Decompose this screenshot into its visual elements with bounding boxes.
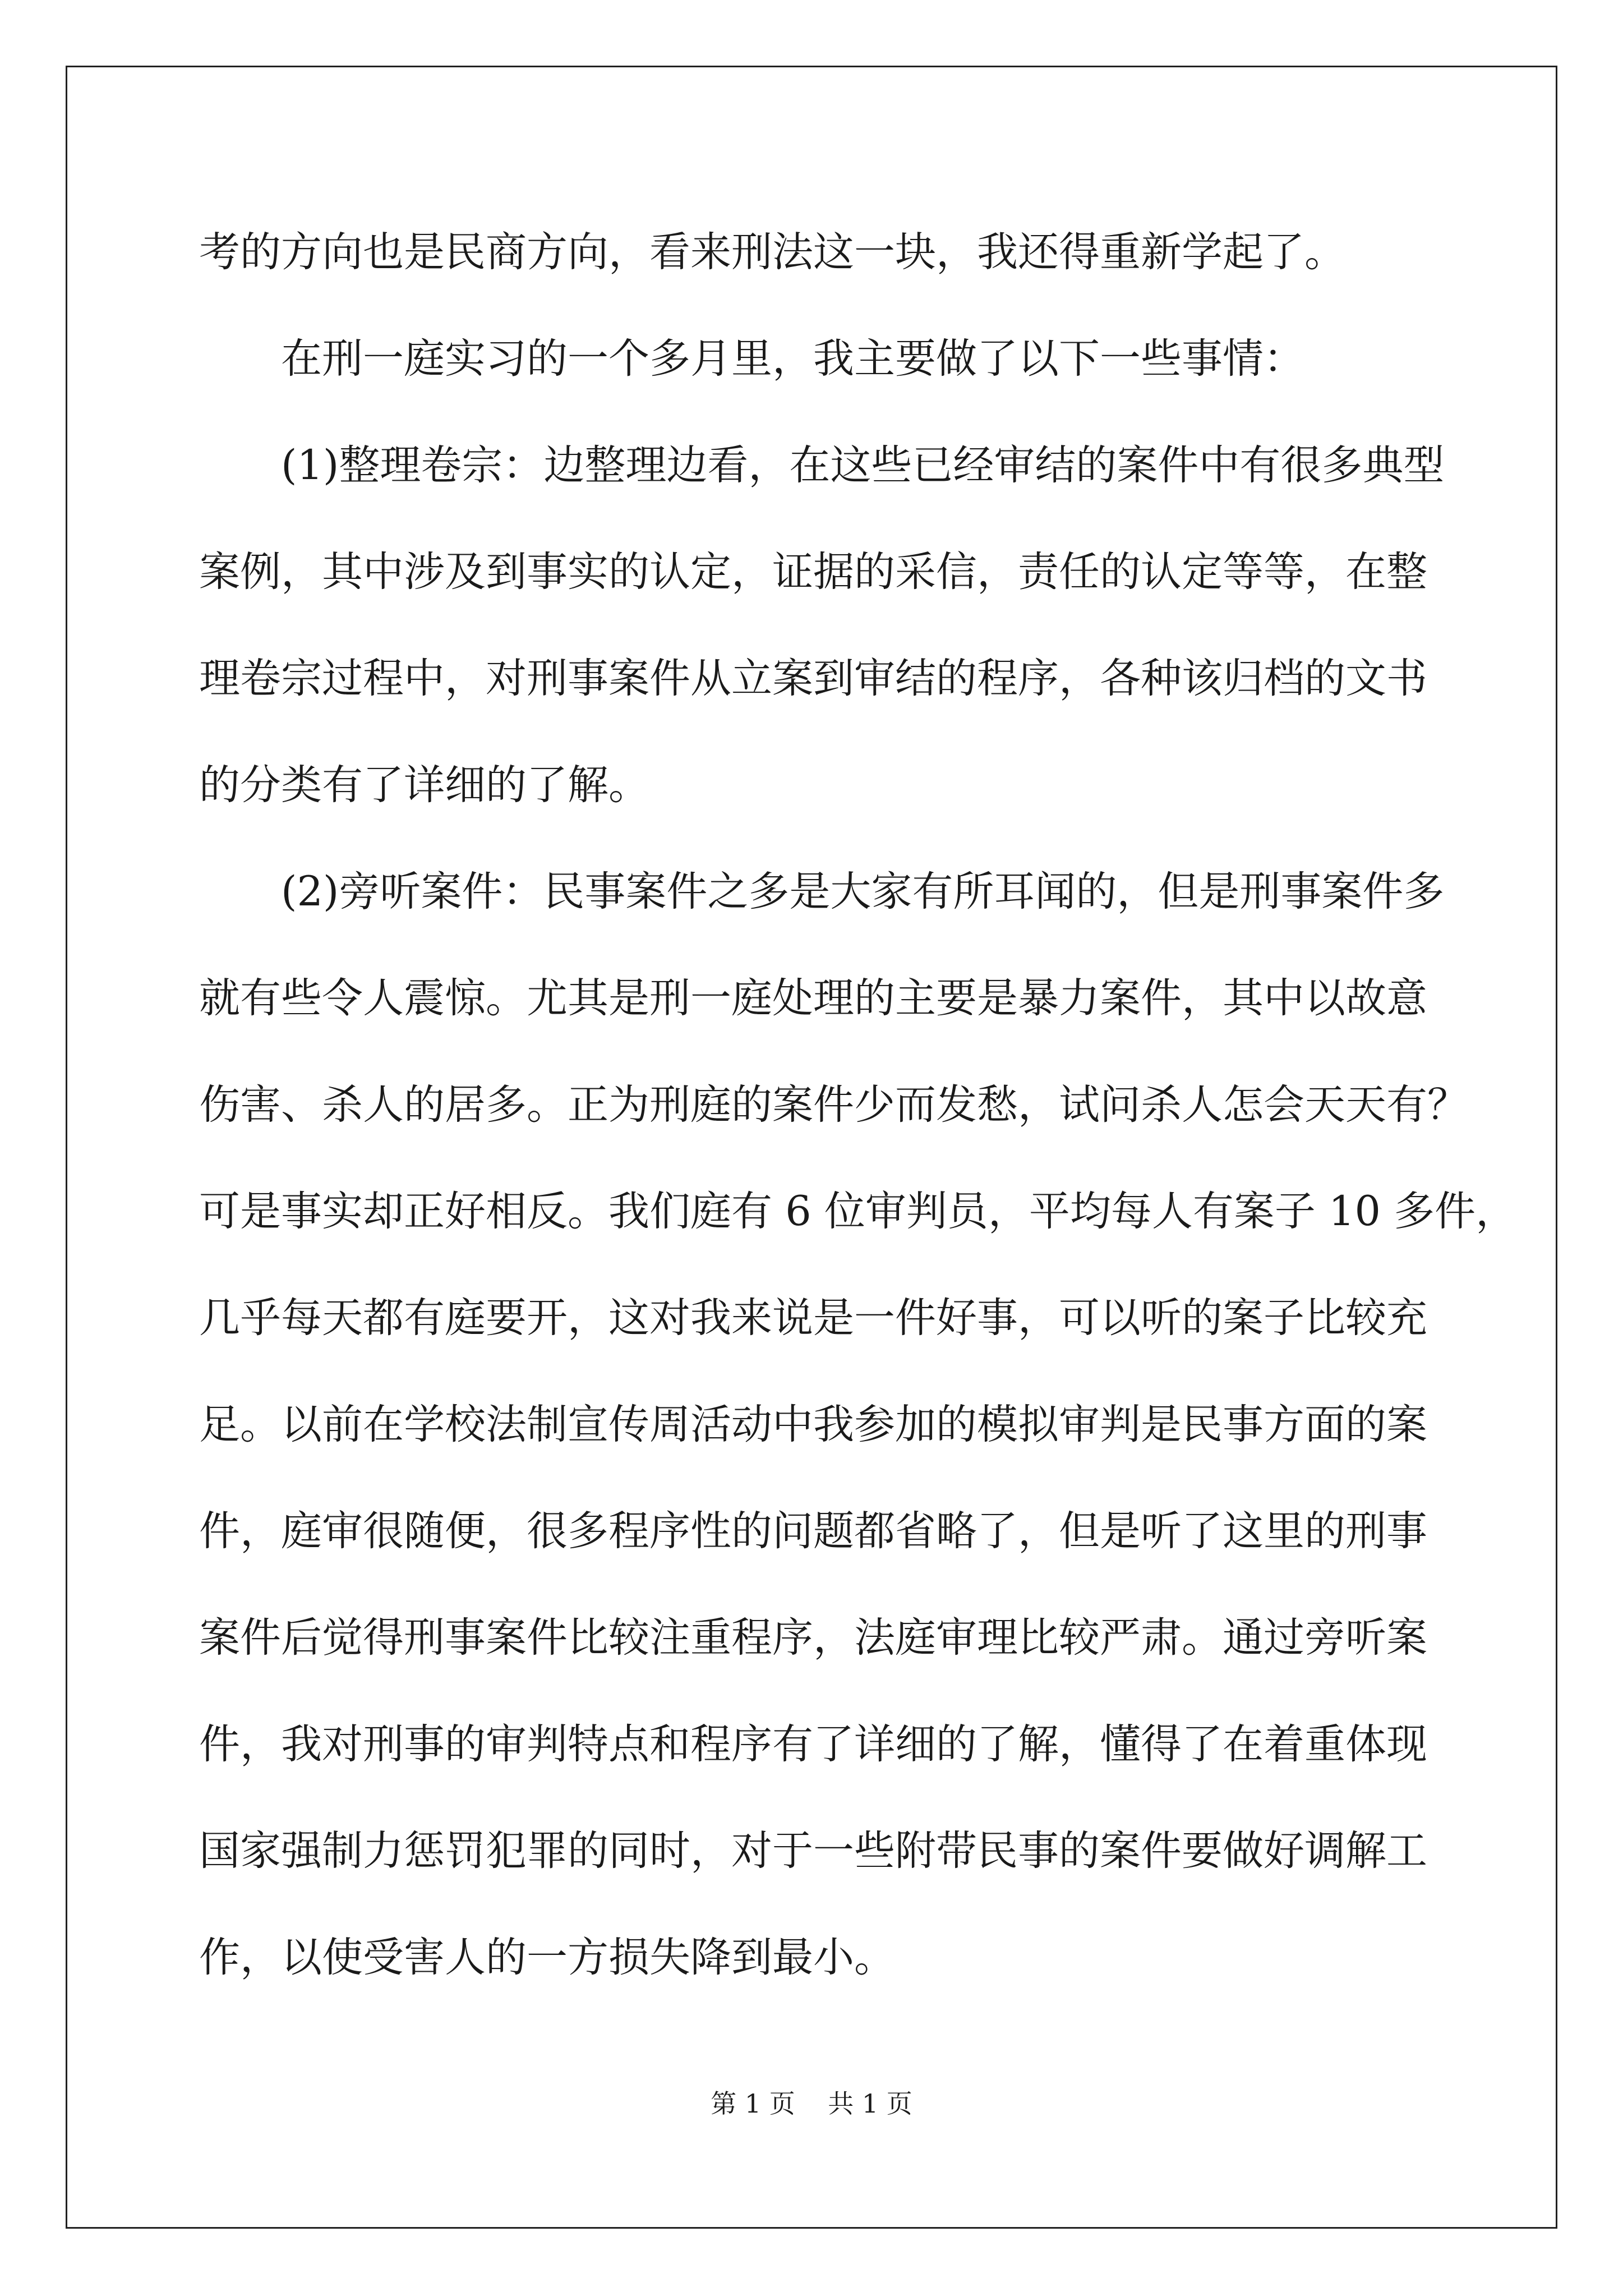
text-line: 作，以使受害人的一方损失降到最小。 (199, 1934, 895, 1981)
text-line: 在刑一庭实习的一个多月里，我主要做了以下一些事情： (281, 335, 1304, 383)
text-line: 考的方向也是民商方向，看来刑法这一块，我还得重新学起了。 (199, 228, 1345, 276)
document-body (199, 219, 1517, 2031)
text-line: 就有些令人震惊。尤其是刑一庭处理的主要是暴力案件，其中以故意 (199, 974, 1427, 1022)
page-number-footer: 第 1 页 共 1 页 (711, 2088, 912, 2119)
text-line: 国家强制力惩罚犯罪的同时，对于一些附带民事的案件要做好调解工 (199, 1827, 1427, 1875)
text-line: 几乎每天都有庭要开，这对我来说是一件好事，可以听的案子比较充 (199, 1294, 1427, 1342)
text-line: 案件后觉得刑事案件比较注重程序，法庭审理比较严肃。通过旁听案 (199, 1614, 1427, 1662)
text-line: 可是事实却正好相反。我们庭有 6 位审判员，平均每人有案子 10 多件， (199, 1188, 1517, 1235)
text-line: 件，庭审很随便，很多程序性的问题都省略了，但是听了这里的刑事 (199, 1507, 1427, 1555)
text-line: (2)旁听案件：民事案件之多是大家有所耳闻的，但是刑事案件多 (281, 868, 1445, 915)
text-line: 的分类有了详细的了解。 (199, 761, 649, 809)
text-line: 伤害、杀人的居多。正为刑庭的案件少而发愁，试问杀人怎会天天有？ (199, 1081, 1468, 1129)
text-line: 足。以前在学校法制宣传周活动中我参加的模拟审判是民事方面的案 (199, 1401, 1427, 1448)
text-line: (1)整理卷宗：边整理边看，在这些已经审结的案件中有很多典型 (281, 441, 1445, 489)
text-line: 案例，其中涉及到事实的认定，证据的采信，责任的认定等等，在整 (199, 548, 1427, 596)
text-line: 理卷宗过程中，对刑事案件从立案到审结的程序，各种该归档的文书 (199, 655, 1427, 702)
text-line: 件，我对刑事的审判特点和程序有了详细的了解，懂得了在着重体现 (199, 1720, 1427, 1768)
